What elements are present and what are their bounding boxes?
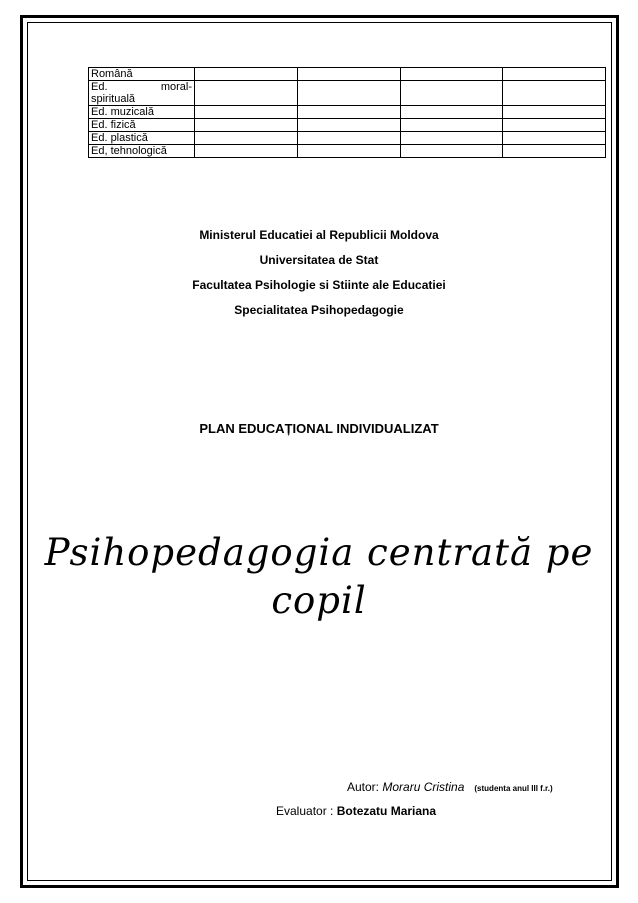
table-cell (297, 119, 400, 132)
subject-label: Ed. fizică (89, 119, 195, 132)
subject-label: Ed. muzicală (89, 106, 195, 119)
table-cell (195, 106, 298, 119)
table-cell (503, 106, 606, 119)
table-cell (297, 106, 400, 119)
subject-label: Ed, tehnologică (89, 145, 195, 158)
subject-label-part: spirituală (91, 93, 136, 105)
table-row (89, 81, 606, 106)
subject-label: Ed. plastică (89, 132, 195, 145)
table-row (89, 68, 606, 81)
subjects-table (88, 67, 606, 158)
table-cell (195, 81, 298, 106)
author-line (347, 780, 553, 794)
table-row (89, 119, 606, 132)
table-cell (195, 132, 298, 145)
table-cell (400, 106, 503, 119)
subject-label-part: Ed. (91, 81, 108, 93)
ministry-name: Ministerul Educatiei al Republicii Moldova (199, 228, 439, 242)
table-cell (400, 81, 503, 106)
table-cell (297, 145, 400, 158)
table-cell (195, 145, 298, 158)
table-cell (503, 145, 606, 158)
table-cell (503, 68, 606, 81)
main-title-line1: Psihopedagogia centrată pe (44, 531, 594, 574)
faculty-name: Facultatea Psihologie si Stiinte ale Educatiei (192, 278, 446, 292)
table-cell (297, 132, 400, 145)
table-cell (503, 132, 606, 145)
document-title: PLAN EDUCAȚIONAL INDIVIDUALIZAT (199, 421, 439, 436)
table-row (89, 145, 606, 158)
subject-label-part: moral- (160, 81, 192, 93)
table-cell (400, 68, 503, 81)
evaluator-label: Evaluator : (276, 804, 337, 818)
evaluator-name: Botezatu Mariana (336, 804, 437, 818)
subject-label (89, 81, 195, 106)
specialty-name: Specialitatea Psihopedagogie (234, 303, 404, 317)
subject-label: Română (89, 68, 195, 81)
main-title-line2: copil (271, 579, 367, 622)
author-note: (studenta anul III f.r.) (474, 784, 553, 793)
table-cell (195, 119, 298, 132)
author-name: Moraru Cristina (382, 780, 465, 794)
table-cell (297, 68, 400, 81)
table-row (89, 106, 606, 119)
table-cell (400, 119, 503, 132)
table-cell (400, 132, 503, 145)
table-row (89, 132, 606, 145)
table-cell (503, 81, 606, 106)
table-cell (195, 68, 298, 81)
table-cell (400, 145, 503, 158)
university-name: Universitatea de Stat (259, 253, 379, 267)
table-cell (297, 81, 400, 106)
author-label: Autor: (347, 780, 383, 794)
evaluator-line (276, 804, 436, 818)
table-cell (503, 119, 606, 132)
